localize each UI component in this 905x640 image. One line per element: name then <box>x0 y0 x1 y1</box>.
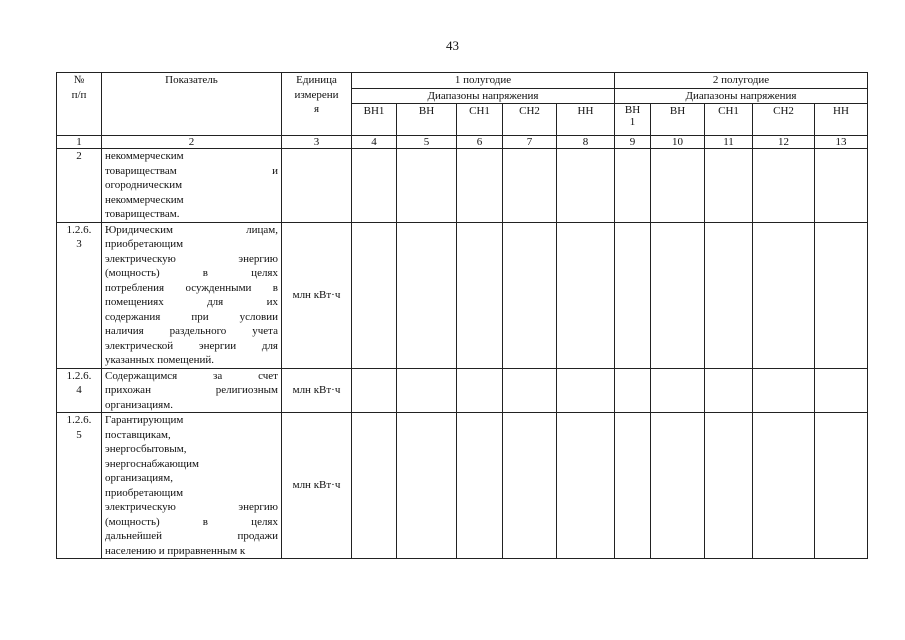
header-h1-vn: ВН <box>397 104 457 136</box>
indicator-text: Содержащимся за счет прихожан религиозным организациям. <box>102 368 282 413</box>
value-cell <box>503 222 557 368</box>
table-body <box>57 149 868 559</box>
row-number: 1.2.6. 4 <box>57 368 102 413</box>
value-cell <box>753 368 815 413</box>
value-cell <box>615 368 651 413</box>
unit-cell <box>282 149 352 223</box>
value-cell <box>557 222 615 368</box>
value-cell <box>815 149 868 223</box>
column-number: 1 <box>57 136 102 149</box>
header-voltage-range-2: Диапазоны напряжения <box>615 88 868 104</box>
header-row-1 <box>57 73 868 89</box>
row-number: 2 <box>57 149 102 223</box>
value-cell <box>705 413 753 559</box>
indicator-text: Юридическим лицам, приобретающим электрическую энергию (мощность) в целях потребления осужденными в помещениях для их содержания при условии наличия раздельного учета электрической энергии для указанных помещений. <box>102 222 282 368</box>
value-cell <box>503 149 557 223</box>
column-number: 2 <box>102 136 282 149</box>
page-number: 43 <box>446 38 459 53</box>
value-cell <box>615 222 651 368</box>
table-row <box>57 413 868 559</box>
value-cell <box>457 222 503 368</box>
column-number: 10 <box>651 136 705 149</box>
value-cell <box>557 149 615 223</box>
column-number: 8 <box>557 136 615 149</box>
column-number-row <box>57 136 868 149</box>
indicator-text: некоммерческим товариществам и огородническим некоммерческим товариществам. <box>102 149 282 223</box>
value-cell <box>557 413 615 559</box>
value-cell <box>651 368 705 413</box>
value-cell <box>503 413 557 559</box>
value-cell <box>352 149 397 223</box>
column-number: 9 <box>615 136 651 149</box>
header-h1-nn: НН <box>557 104 615 136</box>
value-cell <box>753 149 815 223</box>
value-cell <box>457 149 503 223</box>
column-number: 5 <box>397 136 457 149</box>
column-number: 7 <box>503 136 557 149</box>
value-cell <box>457 368 503 413</box>
value-cell <box>615 149 651 223</box>
header-h2-vn1: ВН 1 <box>615 104 651 136</box>
header-h2-sn1: СН1 <box>705 104 753 136</box>
header-h2-nn: НН <box>815 104 868 136</box>
value-cell <box>503 368 557 413</box>
unit-cell: млн кВт·ч <box>282 222 352 368</box>
row-number: 1.2.6. 5 <box>57 413 102 559</box>
indicator-text: Гарантирующим поставщикам, энергосбытовым, энергоснабжающим организациям, приобретающим электрическую энергию (мощность) в целях дальнейшей продажи населению и приравненным к <box>102 413 282 559</box>
unit-cell: млн кВт·ч <box>282 368 352 413</box>
table-row <box>57 149 868 223</box>
value-cell <box>397 413 457 559</box>
header-h1-sn2: СН2 <box>503 104 557 136</box>
header-no: № п/п <box>57 73 102 136</box>
column-number: 12 <box>753 136 815 149</box>
column-number: 6 <box>457 136 503 149</box>
value-cell <box>753 413 815 559</box>
table-row <box>57 368 868 413</box>
header-voltage-range-1: Диапазоны напряжения <box>352 88 615 104</box>
value-cell <box>753 222 815 368</box>
header-h2-vn: ВН <box>651 104 705 136</box>
value-cell <box>651 149 705 223</box>
unit-cell: млн кВт·ч <box>282 413 352 559</box>
value-cell <box>651 222 705 368</box>
row-number: 1.2.6. 3 <box>57 222 102 368</box>
value-cell <box>397 222 457 368</box>
value-cell <box>352 222 397 368</box>
value-cell <box>352 413 397 559</box>
header-unit: Единица измерени я <box>282 73 352 136</box>
value-cell <box>457 413 503 559</box>
value-cell <box>815 222 868 368</box>
value-cell <box>397 149 457 223</box>
value-cell <box>705 222 753 368</box>
header-h1-sn1: СН1 <box>457 104 503 136</box>
column-number: 4 <box>352 136 397 149</box>
column-number: 11 <box>705 136 753 149</box>
header-half-2: 2 полугодие <box>615 73 868 89</box>
value-cell <box>397 368 457 413</box>
value-cell <box>705 368 753 413</box>
value-cell <box>651 413 705 559</box>
table-row <box>57 222 868 368</box>
value-cell <box>352 368 397 413</box>
header-h1-vn1: ВН1 <box>352 104 397 136</box>
header-indicator: Показатель <box>102 73 282 136</box>
value-cell <box>557 368 615 413</box>
value-cell <box>815 368 868 413</box>
column-number: 13 <box>815 136 868 149</box>
header-half-1: 1 полугодие <box>352 73 615 89</box>
value-cell <box>705 149 753 223</box>
value-cell <box>615 413 651 559</box>
header-h2-sn2: СН2 <box>753 104 815 136</box>
column-number: 3 <box>282 136 352 149</box>
data-table <box>56 72 868 559</box>
value-cell <box>815 413 868 559</box>
